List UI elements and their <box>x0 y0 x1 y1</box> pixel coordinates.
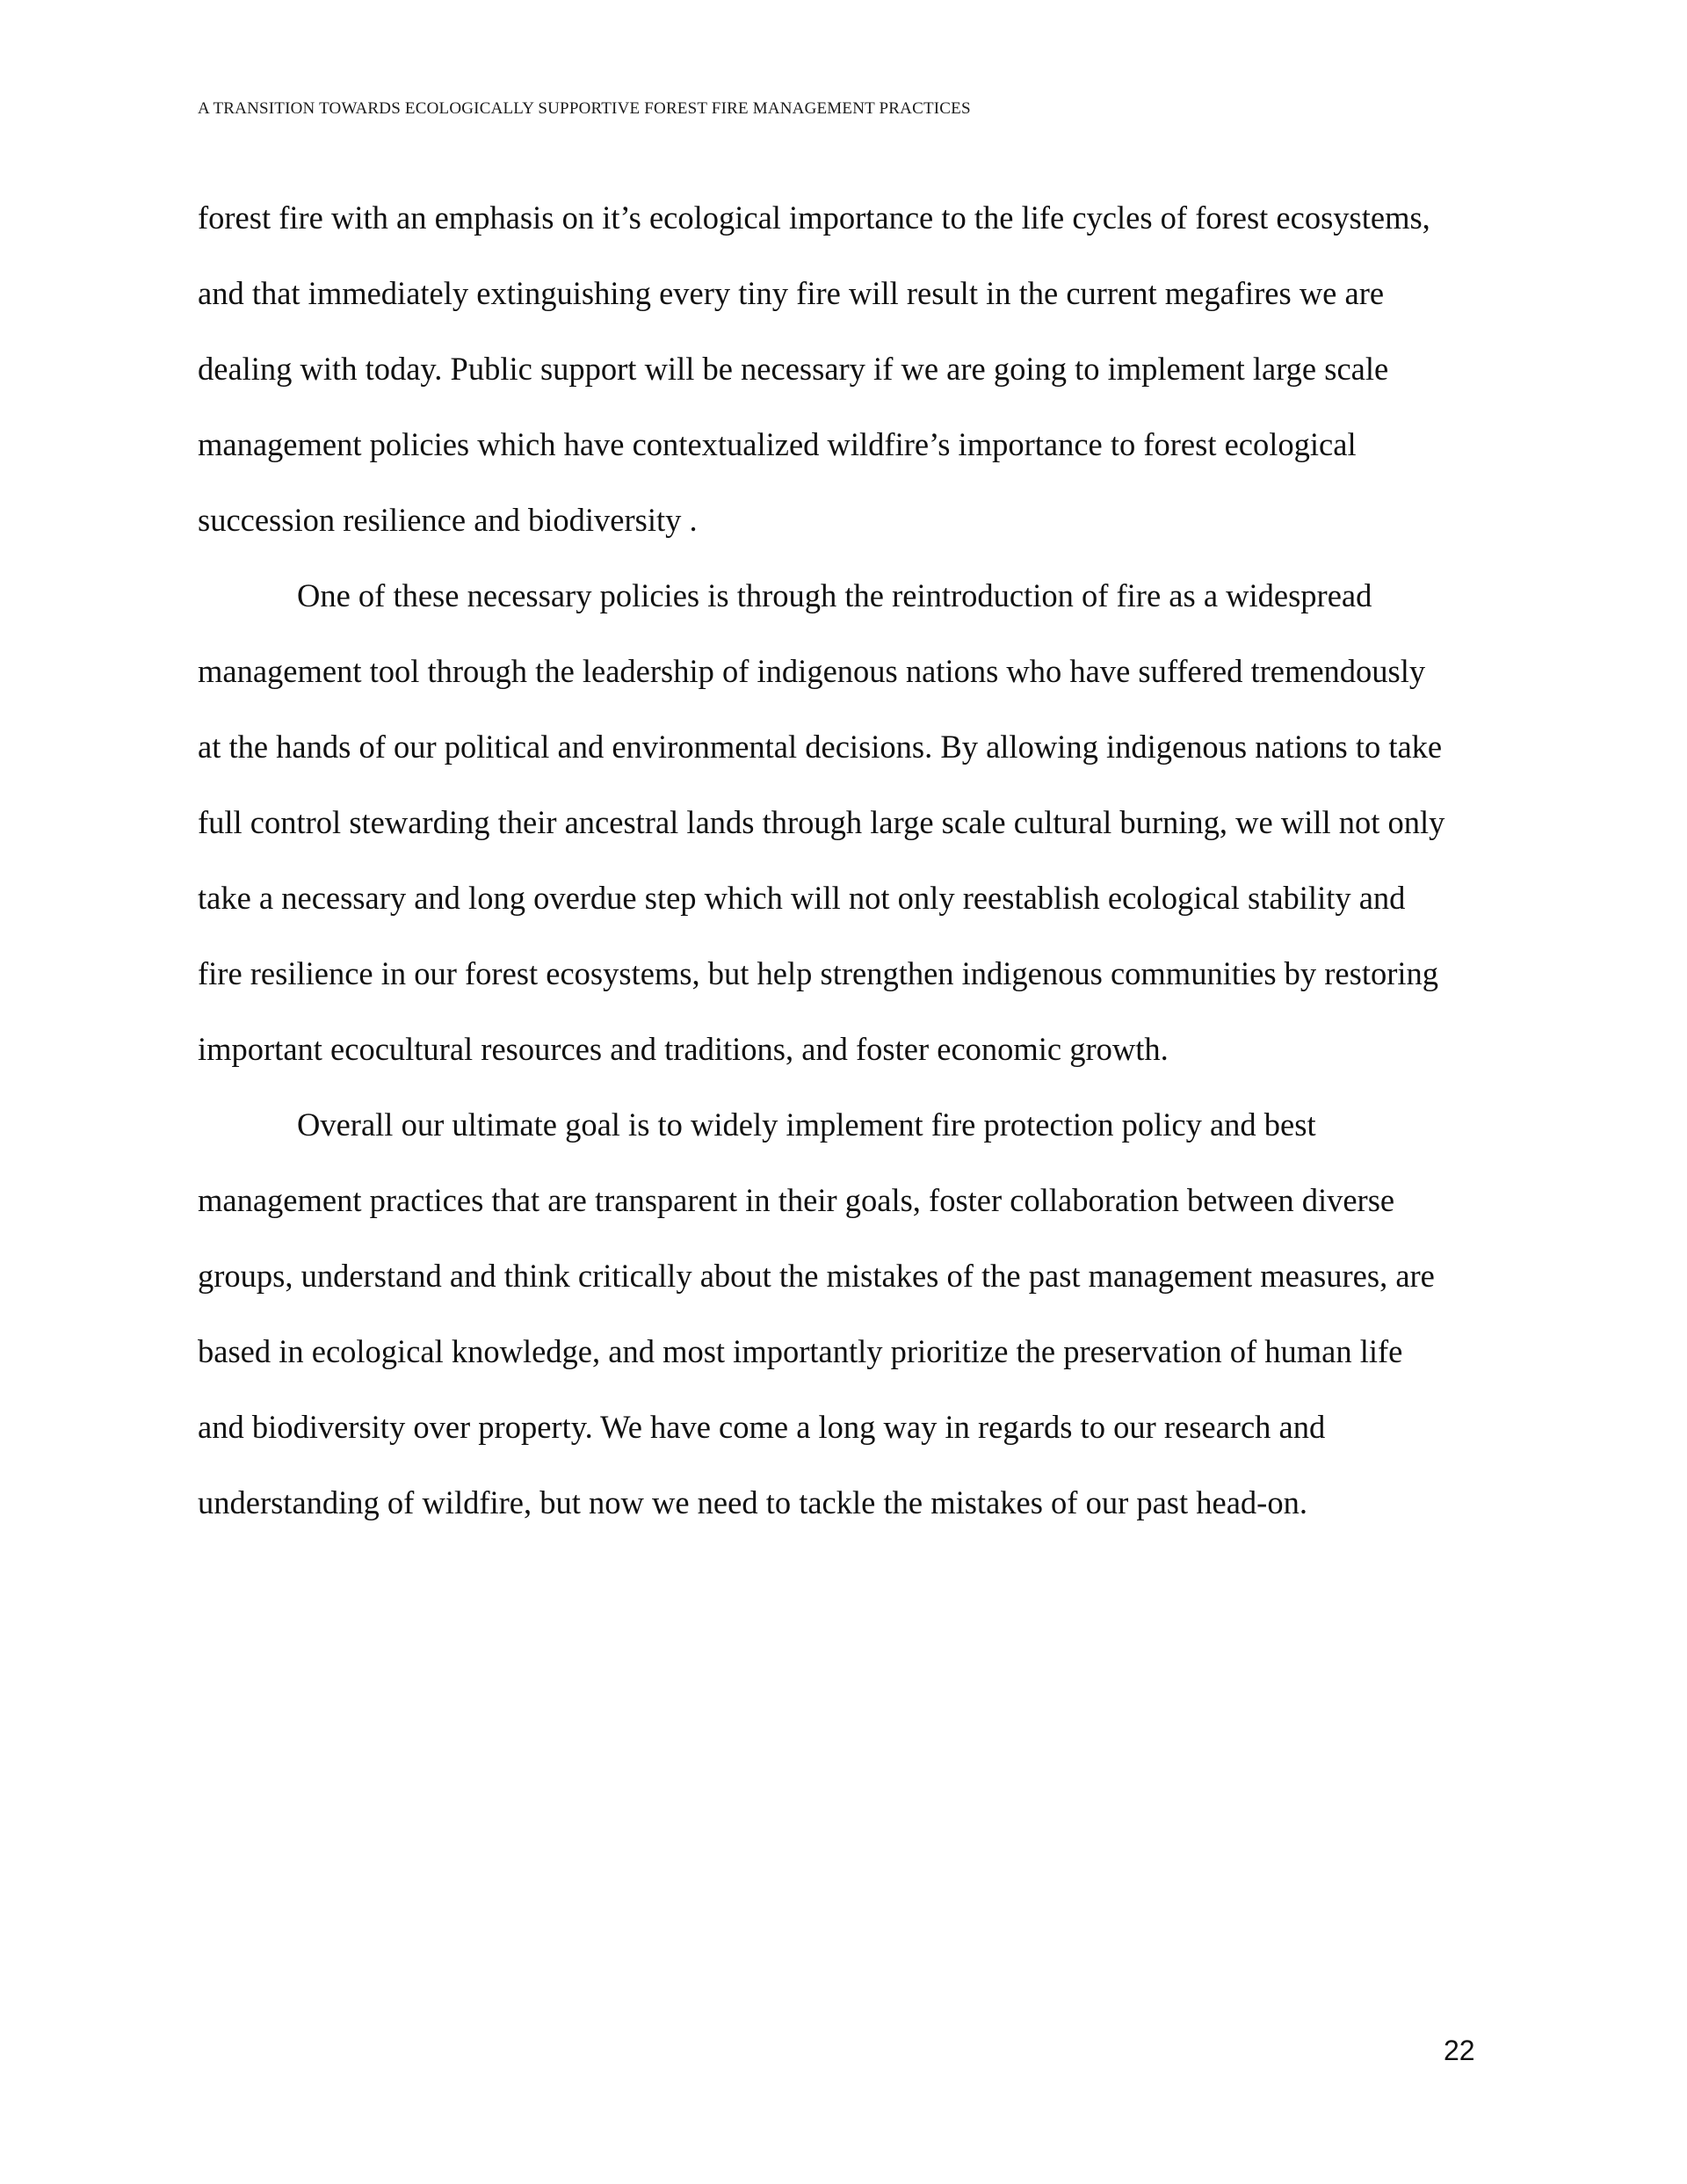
paragraph-overall-goal <box>198 1102 1489 1556</box>
text-line: important ecocultural resources and traditions, and foster economic growth. <box>198 1031 1169 1067</box>
text-line: succession resilience and biodiversity . <box>198 502 698 538</box>
running-head: A TRANSITION TOWARDS ECOLOGICALLY SUPPORTIVE FOREST FIRE MANAGEMENT PRACTICES <box>198 99 971 118</box>
text-line: forest fire with an emphasis on it’s ecological importance to the life cycles of forest ecosystems, <box>198 200 1430 236</box>
text-line-indented: Overall our ultimate goal is to widely implement fire protection policy and best <box>297 1107 1316 1143</box>
body-text <box>198 195 1489 1556</box>
text-line: groups, understand and think critically about the mistakes of the past management measures, are <box>198 1258 1435 1294</box>
text-line: understanding of wildfire, but now we need to tackle the mistakes of our past head-on. <box>198 1484 1307 1520</box>
text-line: management tool through the leadership of indigenous nations who have suffered tremendously <box>198 653 1426 689</box>
text-line: and biodiversity over property. We have come a long way in regards to our research and <box>198 1409 1326 1445</box>
text-line-indented: One of these necessary policies is through the reintroduction of fire as a widespread <box>297 577 1372 613</box>
text-line: at the hands of our political and environmental decisions. By allowing indigenous nations to take <box>198 729 1443 765</box>
text-line: fire resilience in our forest ecosystems, but help strengthen indigenous communities by restoring <box>198 955 1439 991</box>
text-line: management practices that are transparent in their goals, foster collaboration between diverse <box>198 1182 1395 1218</box>
page-number: 22 <box>1444 2035 1475 2066</box>
paragraph-indigenous-burning <box>198 573 1489 1102</box>
paragraph-continuation <box>198 195 1489 573</box>
text-line: and that immediately extinguishing every tiny fire will result in the current megafires we are <box>198 275 1385 311</box>
text-line: full control stewarding their ancestral lands through large scale cultural burning, we will not only <box>198 804 1445 840</box>
text-line: management policies which have contextualized wildfire’s importance to forest ecological <box>198 426 1357 462</box>
text-line: based in ecological knowledge, and most importantly prioritize the preservation of human life <box>198 1333 1403 1369</box>
text-line: dealing with today. Public support will be necessary if we are going to implement large scale <box>198 351 1389 387</box>
text-line: take a necessary and long overdue step which will not only reestablish ecological stability and <box>198 880 1406 916</box>
